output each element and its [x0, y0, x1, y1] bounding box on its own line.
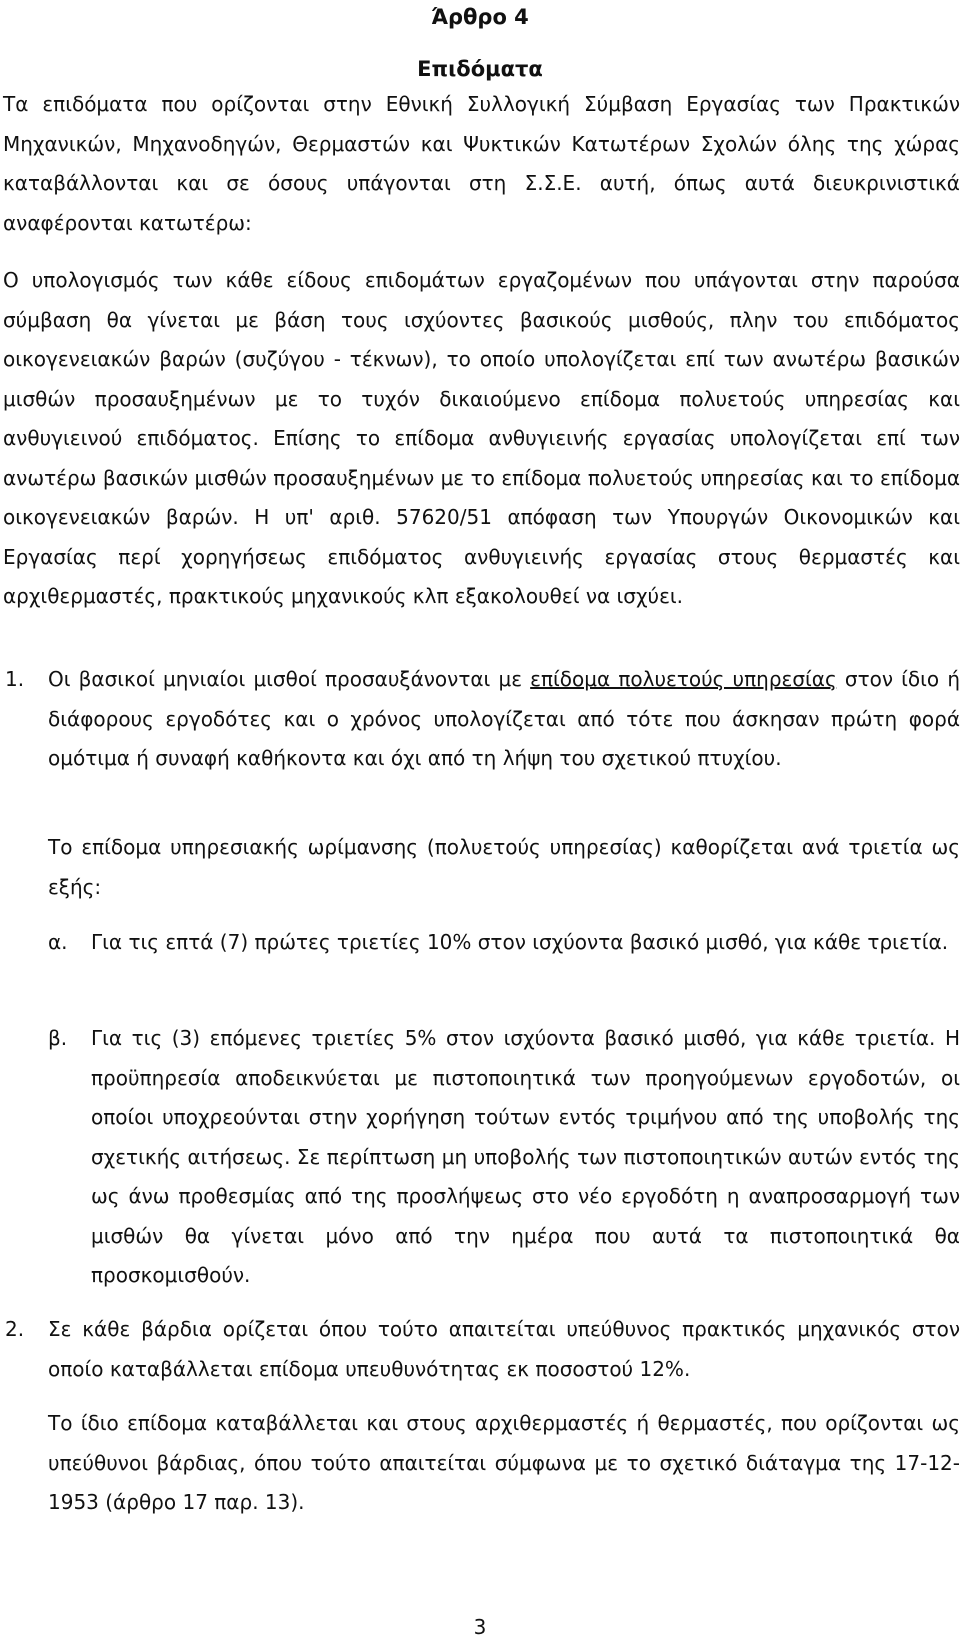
subitem-b-label: β.	[48, 1026, 68, 1050]
item-1-text-before: Οι βασικοί μηνιαίοι μισθοί προσαυξάνονται με	[48, 667, 531, 691]
article-heading: Άρθρο 4	[431, 5, 529, 29]
article-subheading: Επιδόματα	[417, 57, 543, 81]
item-1-underlined-term: επίδομα πολυετούς υπηρεσίας	[530, 667, 837, 691]
article-title-block	[0, 0, 960, 81]
item-1-text	[48, 660, 960, 779]
item-2-text: Σε κάθε βάρδια ορίζεται όπου τούτο απαιτείται υπεύθυνος πρακτικός μηχανικός στον οποίο καταβάλλεται επίδομα υπευθυνότητας εκ ποσοστού 12%.	[48, 1317, 960, 1381]
item-2-followup: Το ίδιο επίδομα καταβάλλεται και στους αρχιθερμαστές ή θερμαστές, που ορίζονται ως υπεύθυνοι βάρδιας, όπου τούτο απαιτείται σύμφωνα με το σχετικό διάταγμα της 17-12-1953 (άρθρο 17 παρ. 13).	[48, 1411, 960, 1514]
item-1-followup: Το επίδομα υπηρεσιακής ωρίμανσης (πολυετούς υπηρεσίας) καθορίζεται ανά τριετία ως εξής:	[48, 835, 960, 899]
item-1-number: 1.	[5, 667, 25, 691]
subitem-a-label: α.	[48, 930, 68, 954]
item-1-text-after: στον ίδιο ή διάφορους εργοδότες και ο χρόνος υπολογίζεται από τότε που άσκησαν πρώτη φορά ομότιμα ή συναφή καθήκοντα και όχι από τη λήψη του σχετικού πτυχίου.	[48, 667, 960, 770]
subitem-a-text: Για τις επτά (7) πρώτες τριετίες 10% στον ισχύοντα βασικό μισθό, για κάθε τριετία.	[91, 930, 949, 954]
subitem-b-text: Για τις (3) επόμενες τριετίες 5% στον ισχύοντα βασικό μισθό, για κάθε τριετία. Η προϋπηρεσία αποδεικνύεται με πιστοποιητικά των προηγούμενων εργοδοτών, οι οποίοι υποχρεούνται στην χορήγηση τούτων εντός τριμήνου από της υποβολής της σχετικής αιτήσεως. Σε περίπτωση μη υποβολής των πιστοποιητικών αυτών εντός της ως άνω προθεσμίας από της προσλήψεως στο νέο εργοδότη η αναπροσαρμογή των μισθών θα γίνεται μόνο από την ημέρα που αυτά τα πιστοποιητικά θα προσκομισθούν.	[91, 1026, 960, 1287]
intro-paragraph: Τα επιδόματα που ορίζονται στην Εθνική Συλλογική Σύμβαση Εργασίας των Πρακτικών Μηχανικών, Μηχανοδηγών, Θερμαστών και Ψυκτικών Κατωτέρων Σχολών όλης της χώρας καταβάλλονται και σε όσους υπάγονται στη Σ.Σ.Ε. αυτή, όπως αυτά διευκρινιστικά αναφέρονται κατωτέρω:	[3, 92, 960, 235]
item-2-number: 2.	[5, 1317, 25, 1341]
page-number: 3	[473, 1615, 487, 1639]
calculation-paragraph: Ο υπολογισμός των κάθε είδους επιδομάτων εργαζομένων που υπάγονται στην παρούσα σύμβαση θα γίνεται με βάση τους ισχύοντες βασικούς μισθούς, πλην του επιδόματος οικογενειακών βαρών (συζύγου - τέκνων), το οποίο υπολογίζεται επί των ανωτέρω βασικών μισθών προσαυξημένων με το τυχόν δικαιούμενο επίδομα πολυετούς υπηρεσίας και ανθυγιεινού επιδόματος. Επίσης το επίδομα ανθυγιεινής εργασίας υπολογίζεται επί των ανωτέρω βασικών μισθών προσαυξημένων με το επίδομα πολυετούς υπηρεσίας και το επίδομα οικογενειακών βαρών. Η υπ' αριθ. 57620/51 απόφαση των Υπουργών Οικονομικών και Εργασίας περί χορηγήσεως επιδόματος ανθυγιεινής εργασίας στους θερμαστές και αρχιθερμαστές, πρακτικούς μηχανικούς κλπ εξακολουθεί να ισχύει.	[3, 268, 960, 608]
